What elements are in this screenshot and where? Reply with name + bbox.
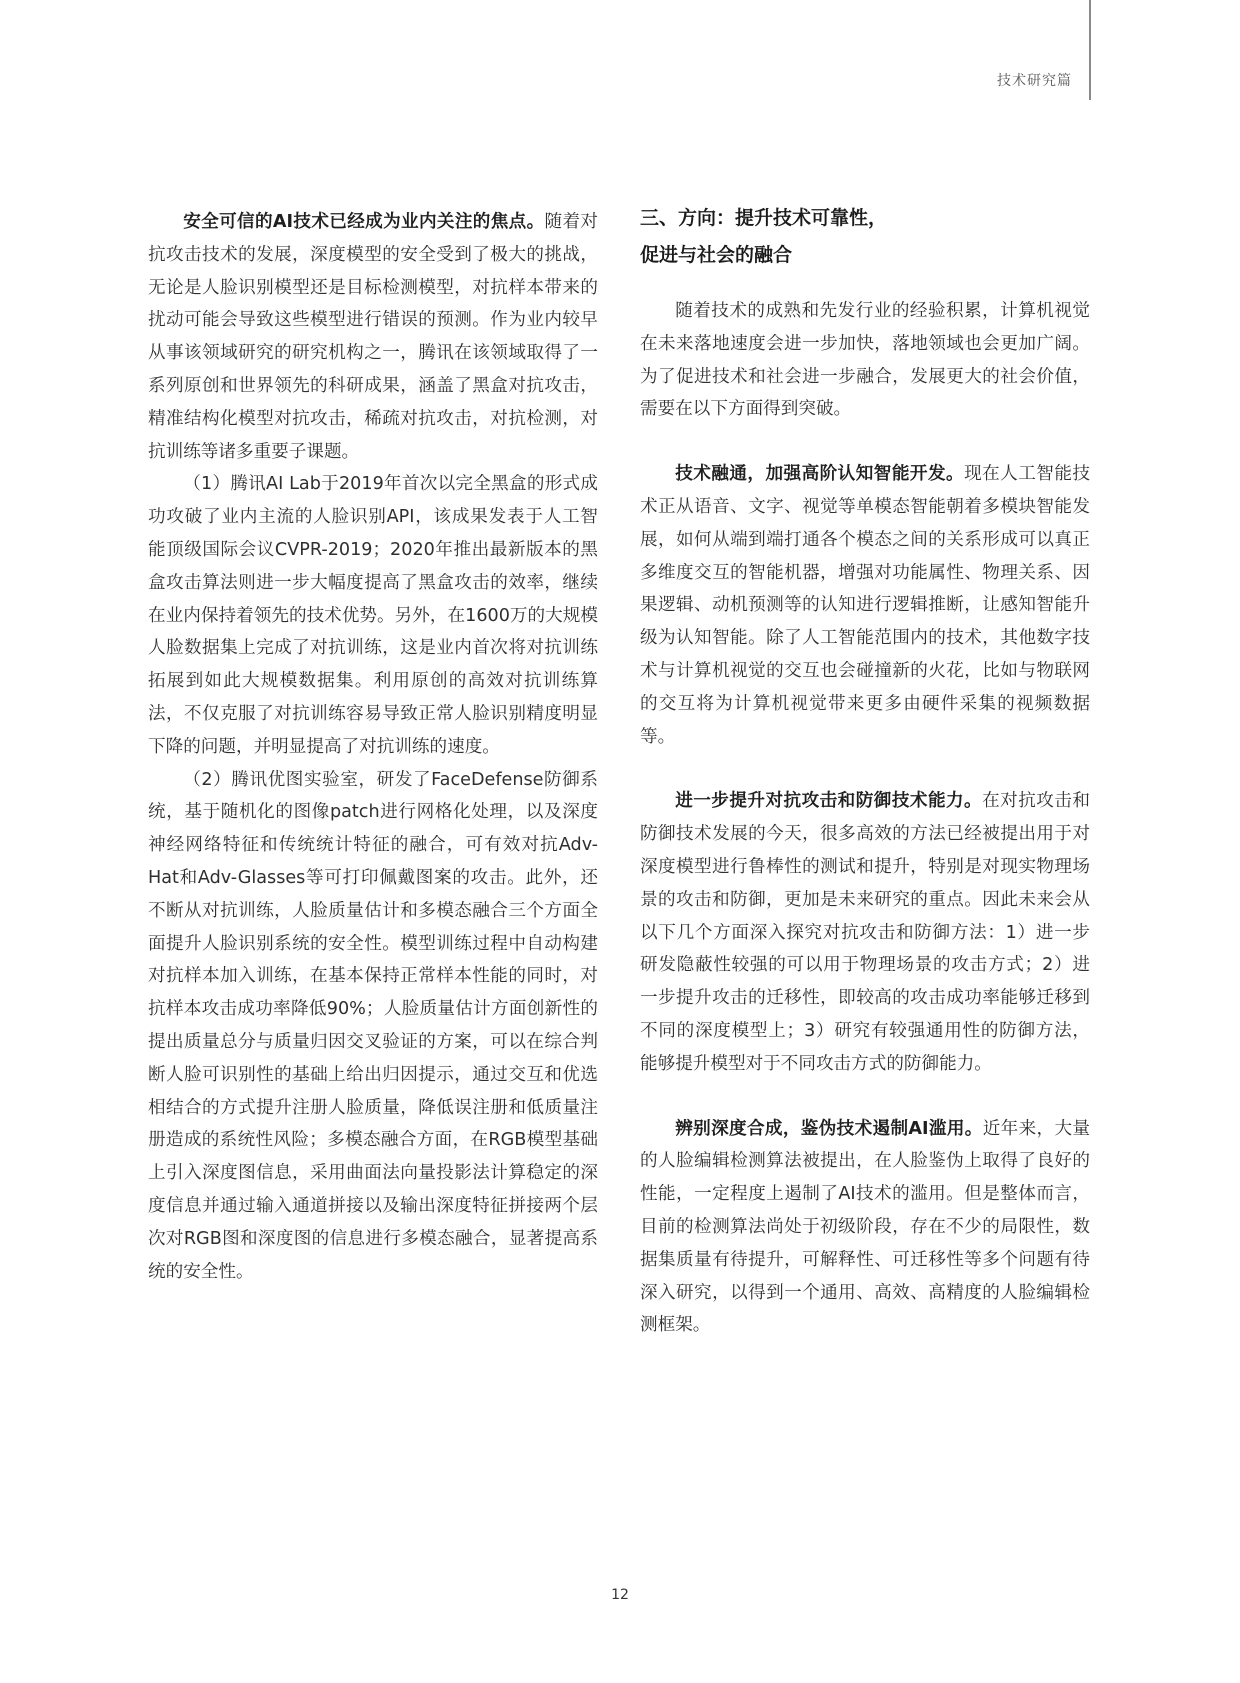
section-label: 技术研究篇 <box>997 73 1072 89</box>
paragraph-cognitive-intelligence <box>640 458 1090 753</box>
paragraph-text: （1）腾讯AI Lab于2019年首次以完全黑盒的形式成功攻破了业内主流的人脸识别API，该成果发表于人工智能顶级国际会议CVPR-2019；2020年推出最新版本的黑盒攻击算法则进一步大幅度提高了黑盒攻击的效率，继续在业内保持着领先的技术优势。另外，在1600万的大规模人脸数据集上完成了对抗训练，这是业内首次将对抗训练拓展到如此大规模数据集。利用原创的高效对抗训练算法，不仅克服了对抗训练容易导致正常人脸识别精度明显下降的问题，并明显提高了对抗训练的速度。 <box>148 474 598 757</box>
paragraph-text: 现在人工智能技术正从语音、文字、视觉等单模态智能朝着多模块智能发展，如何从端到端打通各个模态之间的关系形成可以真正多维度交互的智能机器，增强对功能属性、物理关系、因果逻辑、动机预测等的认知进行逻辑推断，让感知智能升级为认知智能。除了人工智能范围内的技术，其他数字技术与计算机视觉的交互也会碰撞新的火花，比如与物联网的交互将为计算机视觉带来更多由硬件采集的视频数据等。 <box>640 464 1090 747</box>
section-heading-line-2: 促进与社会的融合 <box>640 244 793 266</box>
paragraph-lead: 辨别深度合成，鉴伪技术遏制AI滥用。 <box>675 1118 983 1139</box>
paragraph-tencent-ai-lab <box>148 468 598 763</box>
paragraph-deepfake-detection <box>640 1113 1090 1343</box>
page-number: 12 <box>611 1587 629 1603</box>
paragraph-text: 随着技术的成熟和先发行业的经验积累，计算机视觉在未来落地速度会进一步加快，落地领域也会更加广阔。为了促进技术和社会进一步融合，发展更大的社会价值，需要在以下方面得到突破。 <box>640 301 1090 420</box>
paragraph-youtu-lab <box>148 764 598 1289</box>
paragraph-lead: 技术融通，加强高阶认知智能开发。 <box>675 464 965 485</box>
left-column <box>148 206 598 1288</box>
section-heading-line-1: 三、方向：提升技术可靠性， <box>640 207 888 229</box>
header-divider-line <box>1089 0 1091 100</box>
paragraph-text: 近年来，大量的人脸编辑检测算法被提出，在人脸鉴伪上取得了良好的性能，一定程度上遏制了AI技术的滥用。但是整体而言，目前的检测算法尚处于初级阶段，存在不少的局限性，数据集质量有待提升，可解释性、可迁移性等多个问题有待深入研究，以得到一个通用、高效、高精度的人脸编辑检测框架。 <box>640 1118 1090 1336</box>
right-column <box>640 206 1090 1374</box>
paragraph-adversarial-defense <box>640 785 1090 1080</box>
paragraph-text: 随着对抗攻击技术的发展，深度模型的安全受到了极大的挑战，无论是人脸识别模型还是目标检测模型，对抗样本带来的扰动可能会导致这些模型进行错误的预测。作为业内较早从事该领域研究的研究机构之一，腾讯在该领域取得了一系列原创和世界领先的科研成果，涵盖了黑盒对抗攻击，精准结构化模型对抗攻击，稀疏对抗攻击，对抗检测，对抗训练等诸多重要子课题。 <box>148 212 598 462</box>
paragraph-intro <box>148 206 598 468</box>
section-heading <box>640 200 1090 274</box>
paragraph-text: （2）腾讯优图实验室，研发了FaceDefense防御系统，基于随机化的图像patch进行网格化处理，以及深度神经网络特征和传统统计特征的融合，可有效对抗Adv-Hat和Adv-Glasses等可打印佩戴图案的攻击。此外，还不断从对抗训练，人脸质量估计和多模态融合三个方面全面提升人脸识别系统的安全性。模型训练过程中自动构建对抗样本加入训练，在基本保持正常样本性能的同时，对抗样本攻击成功率降低90%；人脸质量估计方面创新性的提出质量总分与质量归因交叉验证的方案，可以在综合判断人脸可识别性的基础上给出归因提示，通过交互和优选相结合的方式提升注册人脸质量，降低误注册和低质量注册造成的系统性风险；多模态融合方面，在RGB模型基础上引入深度图信息，采用曲面法向量投影法计算稳定的深度信息并通过输入通道拼接以及输出深度特征拼接两个层次对RGB图和深度图的信息进行多模态融合，显著提高系统的安全性。 <box>148 769 598 1282</box>
paragraph-direction-intro <box>640 295 1090 426</box>
paragraph-text: 在对抗攻击和防御技术发展的今天，很多高效的方法已经被提出用于对深度模型进行鲁棒性的测试和提升，特别是对现实物理场景的攻击和防御，更加是未来研究的重点。因此未来会从以下几个方面深入探究对抗攻击和防御方法：1）进一步研发隐蔽性较强的可以用于物理场景的攻击方式；2）进一步提升攻击的迁移性，即较高的攻击成功率能够迁移到不同的深度模型上；3）研究有较强通用性的防御方法，能够提升模型对于不同攻击方式的防御能力。 <box>640 791 1090 1074</box>
paragraph-lead: 进一步提升对抗攻击和防御技术能力。 <box>675 791 983 812</box>
paragraph-lead: 安全可信的AI技术已经成为业内关注的焦点。 <box>183 212 545 232</box>
